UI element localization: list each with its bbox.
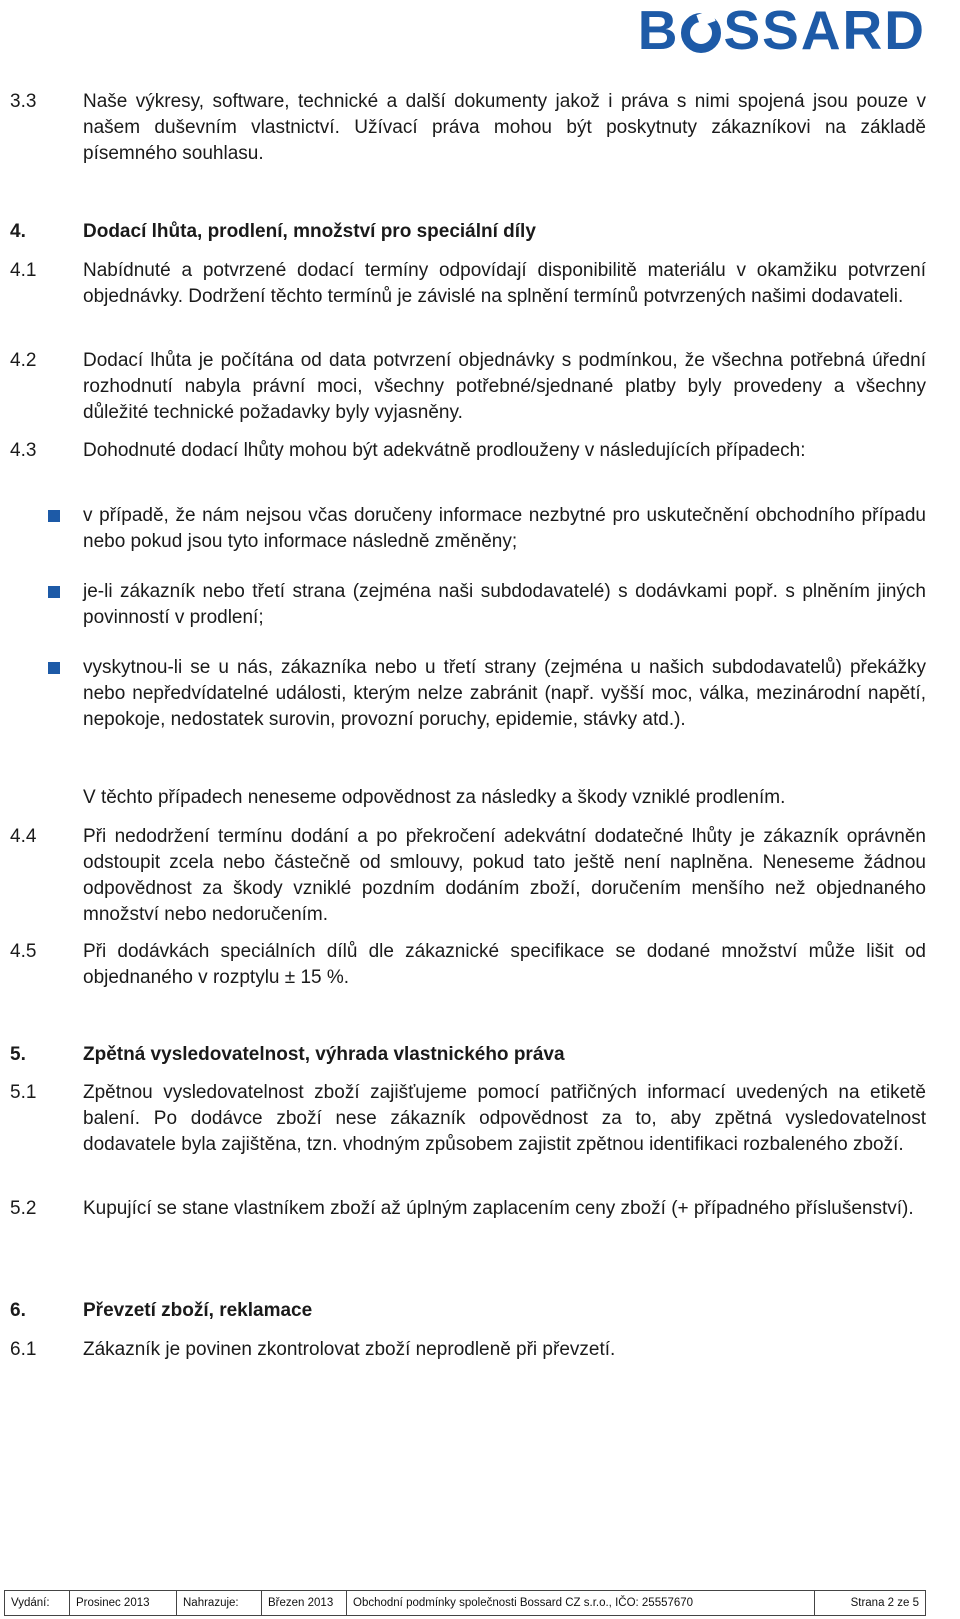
list-item [10, 579, 926, 631]
footer-document-title: Obchodní podmínky společnosti Bossard CZ s.r.o., IČO: 25557670 [347, 1591, 815, 1615]
clause-text: Dohodnuté dodací lhůty mohou být adekvátně prodlouženy v následujících případech: [83, 440, 806, 461]
clause-number: 4.2 [10, 350, 37, 371]
clause-text: Naše výkresy, software, technické a další dokumenty jakož i práva s nimi spojená jsou pouze v našem duševním vlastnictví. Užívací práva mohou být poskytnuty zákazníkovi na základě písemného souhlasu. [83, 91, 926, 164]
footer-issued-value: Prosinec 2013 [70, 1591, 177, 1615]
clause-4-2 [10, 348, 926, 426]
clause-6-1 [10, 1337, 926, 1363]
clause-number: 6.1 [10, 1339, 37, 1360]
clause-text: Při dodávkách speciálních dílů dle zákaznické specifikace se dodané množství může lišit od objednaného v rozptylu ± 15 %. [83, 941, 926, 988]
square-bullet-icon [48, 662, 60, 674]
clause-text: Zpětnou vysledovatelnost zboží zajišťujeme pomocí patřičných informací uvedených na etiketě balení. Po dodávce zboží nese zákazník odpovědnost za to, aby zpětná vysledovatelnost dodavatele byla zajištěna, tzn. vhodným způsobem zajistit zpětnou identifikaci rozbaleného zboží. [83, 1082, 926, 1155]
bossard-logo: B SSARD [637, 0, 926, 61]
list-item-text: je-li zákazník nebo třetí strana (zejména naši subdodavatelé) s dodávkami popř. s plněním jiných povinností v prodlení; [83, 581, 926, 628]
list-item-text: v případě, že nám nejsou včas doručeny informace nezbytné pro uskutečnění obchodního případu nebo pokud jsou tyto informace následně změněny; [83, 505, 926, 552]
clause-text: Nabídnuté a potvrzené dodací termíny odpovídají disponibilitě materiálu v okamžiku potvrzení objednávky. Dodržení těchto termínů je závislé na splnění termínů potvrzených našimi dodavateli. [83, 260, 926, 307]
clause-4-3 [10, 438, 926, 464]
clause-text: Zákazník je povinen zkontrolovat zboží neprodleně při převzetí. [83, 1339, 616, 1360]
clause-5-1 [10, 1080, 926, 1158]
clause-4-5 [10, 939, 926, 991]
section-5-heading [10, 1042, 926, 1068]
clause-number: 3.3 [10, 91, 37, 112]
section-title: Dodací lhůta, prodlení, množství pro speciální díly [83, 221, 536, 242]
list-item [10, 655, 926, 733]
list-item [10, 503, 926, 555]
section-number: 6. [10, 1300, 26, 1321]
clause-number: 4.5 [10, 941, 37, 962]
clause-number: 4.3 [10, 440, 37, 461]
clause-3-3 [10, 89, 926, 167]
clause-text: Při nedodržení termínu dodání a po překročení adekvátní dodatečné lhůty je zákazník oprávněn odstoupit zcela nebo částečně od smlouvy, pokud tato ještě není naplněna. Neneseme žádnou odpovědnost za škody vzniklé pozdním dodáním zboží, doručením menšího než objednaného množství nebo nedoručením. [83, 826, 926, 925]
clause-4-3-note [10, 785, 926, 811]
clause-number: 5.1 [10, 1082, 37, 1103]
footer-replaces-value: Březen 2013 [262, 1591, 347, 1615]
note-text: V těchto případech neneseme odpovědnost za následky a škody vzniklé prodlením. [83, 787, 786, 808]
list-item-text: vyskytnou-li se u nás, zákazníka nebo u třetí strany (zejména u našich subdodavatelů) překážky nebo nepředvídatelné události, kterým nelze zabránit (např. vyšší moc, válka, mezinárodní napětí, nepokoje, nedostatek surovin, provozní poruchy, epidemie, stávky atd.). [83, 657, 926, 730]
clause-5-2 [10, 1196, 926, 1222]
clause-4-1 [10, 258, 926, 310]
section-title: Převzetí zboží, reklamace [83, 1300, 313, 1321]
clause-number: 4.4 [10, 826, 37, 847]
square-bullet-icon [48, 586, 60, 598]
section-number: 5. [10, 1044, 26, 1065]
footer-issued-label: Vydání: [5, 1591, 70, 1615]
section-4-heading [10, 219, 926, 245]
logo-o-ring [681, 13, 721, 53]
clause-text: Kupující se stane vlastníkem zboží až úplným zaplacením ceny zboží (+ případného příslušenství). [83, 1198, 914, 1219]
section-title: Zpětná vysledovatelnost, výhrada vlastnického práva [83, 1044, 565, 1065]
square-bullet-icon [48, 510, 60, 522]
clause-4-4 [10, 824, 926, 928]
footer-replaces-label: Nahrazuje: [177, 1591, 262, 1615]
clause-text: Dodací lhůta je počítána od data potvrzení objednávky s podmínkou, že všechna potřebná úřední rozhodnutí nabyla právní moci, všechny potřebné/sjednané platby byly provedeny a všechny důležité technické požadavky byly vyjasněny. [83, 350, 926, 423]
document-footer [4, 1590, 926, 1616]
section-6-heading [10, 1298, 926, 1324]
clause-number: 4.1 [10, 260, 37, 281]
section-number: 4. [10, 221, 26, 242]
footer-page-number: Strana 2 ze 5 [850, 1597, 919, 1609]
clause-number: 5.2 [10, 1198, 37, 1219]
